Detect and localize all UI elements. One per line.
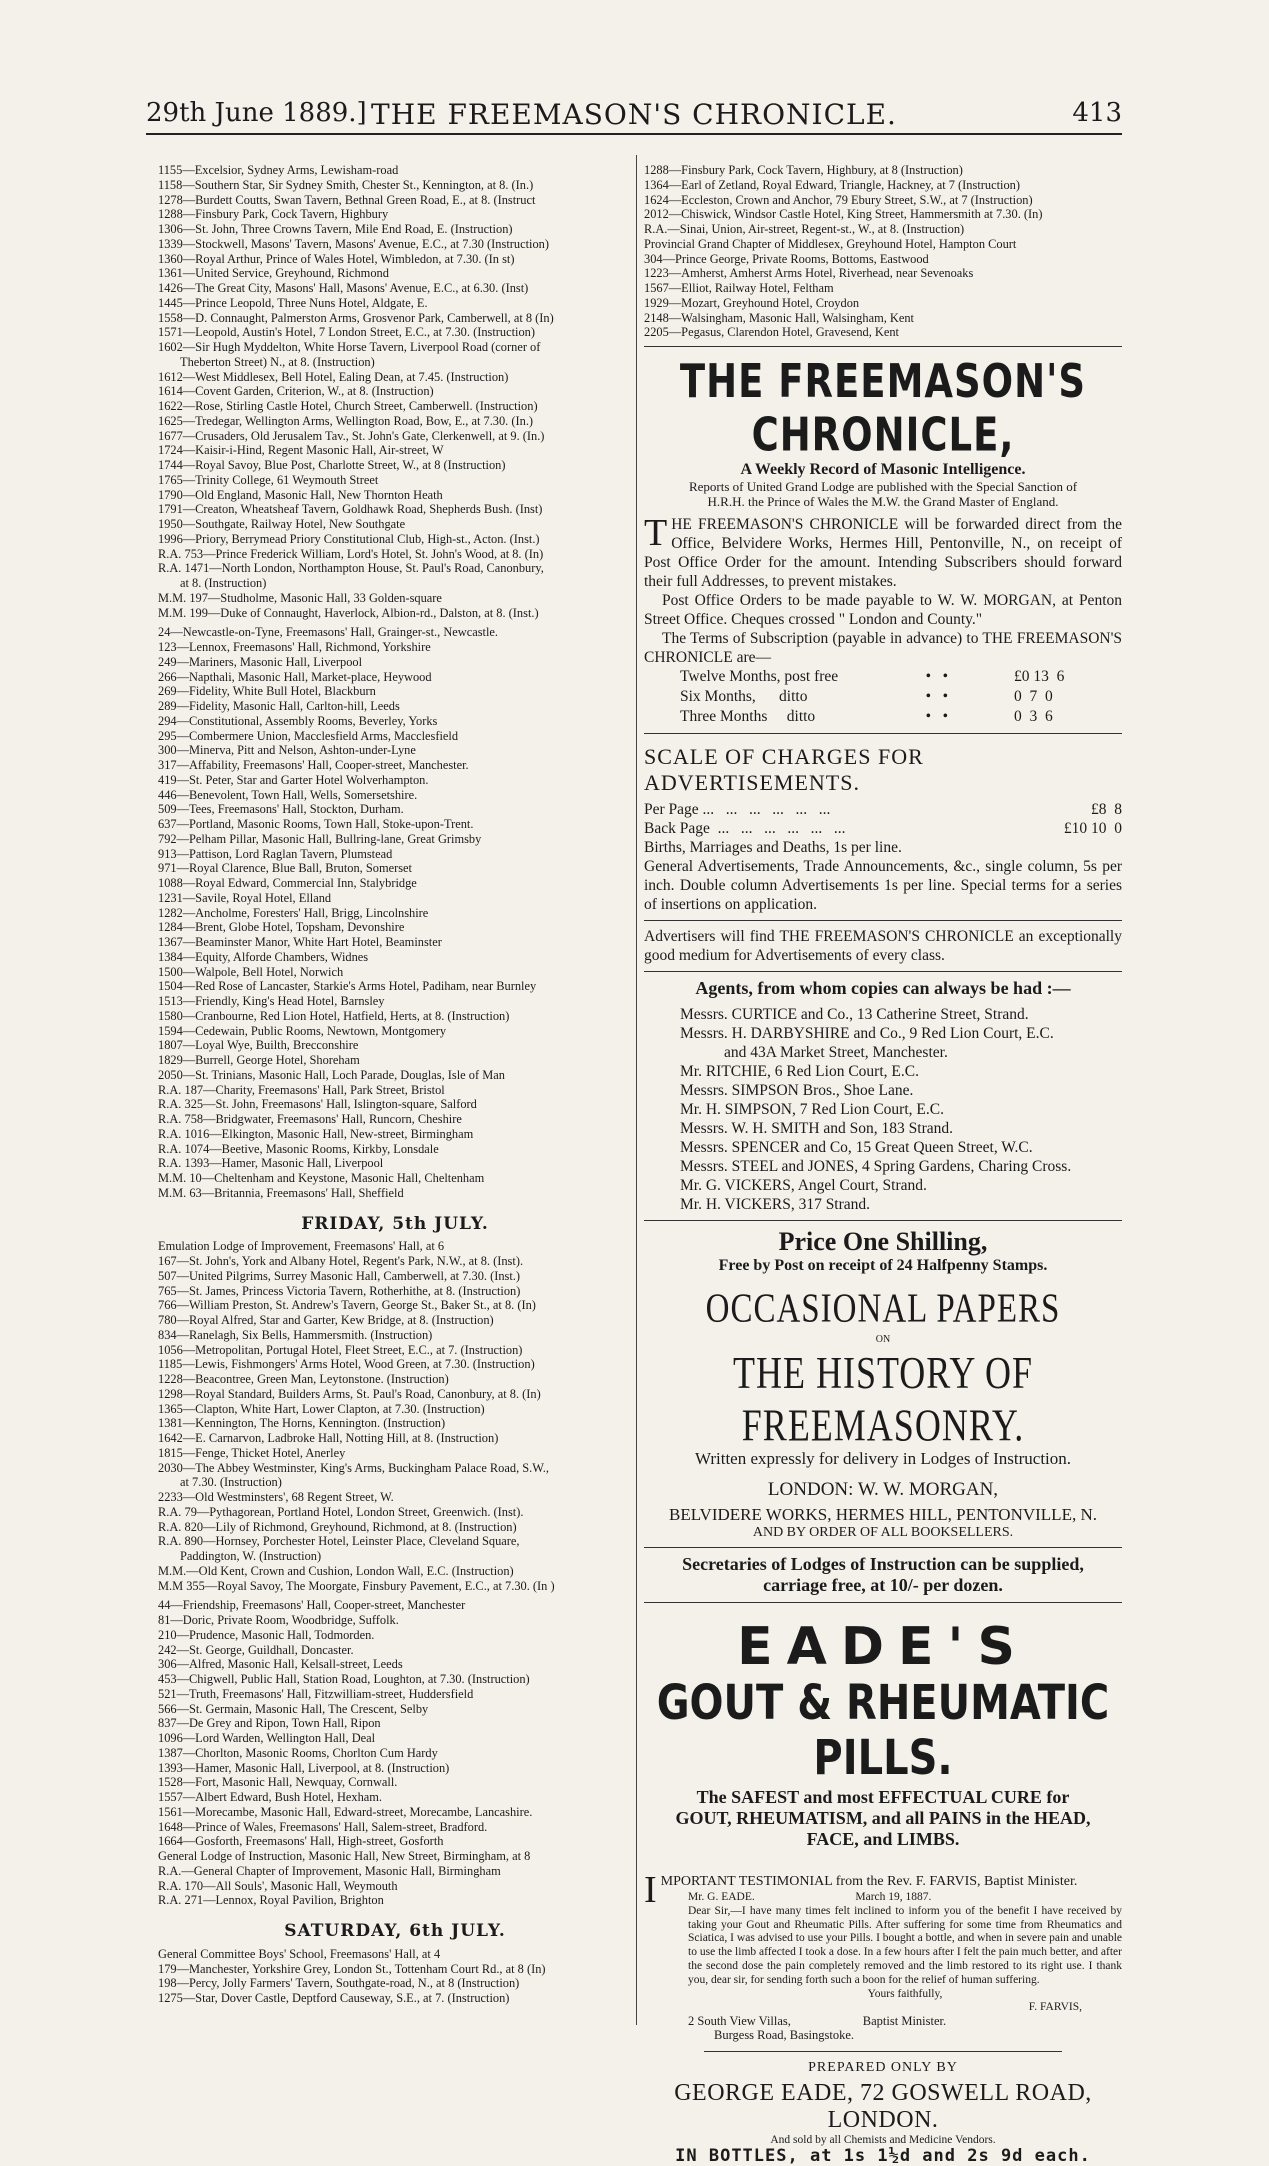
meeting-line: 242—St. George, Guildhall, Doncaster. bbox=[158, 1642, 354, 1657]
meeting-line: 1278—Burdett Coutts, Swan Tavern, Bethnal Green Road, E., at 8. (Instruct bbox=[158, 192, 536, 207]
paper-title: THE FREEMASON'S CHRONICLE. bbox=[371, 98, 897, 131]
written-for-line: Written expressly for delivery in Lodges of Instruction. bbox=[694, 1449, 1072, 1468]
subscription-price: £0 13 6 bbox=[1013, 668, 1065, 685]
publisher-line: LONDON: W. W. MORGAN, bbox=[767, 1479, 999, 1500]
friday-heading: FRIDAY, 5th JULY. bbox=[301, 1213, 489, 1234]
subscription-row bbox=[644, 687, 1122, 707]
meeting-line: R.A. 1074—Beetive, Masonic Rooms, Kirkby, Lonsdale bbox=[158, 1141, 439, 1156]
agent-entry: Mr. H. VICKERS, 317 Strand. bbox=[680, 1196, 871, 1213]
meeting-line: 1602—Sir Hugh Myddelton, White Horse Tavern, Liverpool Road (corner of bbox=[158, 340, 541, 354]
testimonial-address-2: Burgess Road, Basingstoke. bbox=[714, 2027, 855, 2042]
meeting-line: 266—Napthali, Masonic Hall, Market-place, Heywood bbox=[158, 669, 432, 684]
meeting-line: 1381—Kennington, The Horns, Kennington. (Instruction) bbox=[158, 1416, 446, 1431]
meeting-line: 1558—D. Connaught, Palmerston Arms, Grosvenor Park, Camberwell, at 8 (In) bbox=[158, 310, 554, 325]
meeting-line: 509—Tees, Freemasons' Hall, Stockton, Durham. bbox=[158, 802, 404, 817]
meeting-line: 1384—Equity, Alforde Chambers, Widnes bbox=[158, 949, 369, 964]
page-header bbox=[146, 98, 1122, 138]
meeting-line: at 7.30. (Instruction) bbox=[180, 1475, 282, 1490]
meeting-line: Emulation Lodge of Improvement, Freemasons' Hall, at 6 bbox=[158, 1239, 445, 1254]
subscription-price: 0 3 6 bbox=[1013, 708, 1053, 725]
section-rule bbox=[644, 1547, 1122, 1548]
advertisers-paragraph: Advertisers will find THE FREEMASON'S CHRONICLE an exceptionally good medium for Advertisements of every class. bbox=[644, 928, 1122, 964]
secretaries-line-1: Secretaries of Lodges of Instruction can be supplied, bbox=[682, 1554, 1084, 1574]
meeting-line: 1557—Albert Edward, Bush Hotel, Hexham. bbox=[158, 1790, 383, 1804]
meeting-line: 1929—Mozart, Greyhound Hotel, Croydon bbox=[644, 295, 860, 310]
agent-entry: Mr. G. VICKERS, Angel Court, Strand. bbox=[680, 1177, 927, 1194]
meetings-list-friday bbox=[158, 1239, 632, 1908]
meeting-line: 1056—Metropolitan, Portugal Hotel, Fleet Street, E.C., at 7. (Instruction) bbox=[158, 1342, 523, 1357]
meeting-line: R.A. 1016—Elkington, Masonic Hall, New-street, Birmingham bbox=[158, 1126, 474, 1141]
subscription-period: Six Months, ditto bbox=[680, 688, 808, 705]
testimonial-body: Dear Sir,—I have many times felt inclined to inform you of the benefit I have received by taking your Gout and Rheumatic Pills. After suffering for some time from Rheumatics and Sciatica, I was advised to use your Pills. I bought a bottle, and when in severe pain and unable to use the limb affected I took a dose. In a few hours after I felt the pain much better, and after the second dose the pain completely removed and the limb restored to its right use. I thank you, dear sir, for sending forth such a boon for the relief of human suffering. bbox=[688, 1904, 1122, 1986]
meeting-line: 300—Minerva, Pitt and Nelson, Ashton-under-Lyne bbox=[158, 743, 416, 758]
meeting-line: 210—Prudence, Masonic Hall, Todmorden. bbox=[158, 1627, 375, 1642]
subscription-price: 0 7 0 bbox=[1013, 688, 1053, 705]
subscription-price-table bbox=[644, 667, 1122, 727]
meeting-line: 1612—West Middlesex, Bell Hotel, Ealing Dean, at 7.45. (Instruction) bbox=[158, 369, 509, 384]
meeting-line: 1622—Rose, Stirling Castle Hotel, Church Street, Camberwell. (Instruction) bbox=[158, 399, 538, 413]
subscription-paragraph bbox=[644, 512, 1122, 591]
meeting-line: 2205—Pegasus, Clarendon Hotel, Gravesend, Kent bbox=[644, 325, 899, 340]
price-heading: Price One Shilling, bbox=[778, 1227, 988, 1256]
meeting-line: 1500—Walpole, Bell Hotel, Norwich bbox=[158, 964, 344, 979]
meeting-line: 44—Friendship, Freemasons' Hall, Cooper-street, Manchester bbox=[158, 1598, 466, 1613]
meeting-line: 1288—Finsbury Park, Cock Tavern, Highbury, at 8 (Instruction) bbox=[644, 163, 963, 177]
meeting-line: 1744—Royal Savoy, Blue Post, Charlotte Street, W., at 8 (Instruction) bbox=[158, 458, 506, 472]
subscription-row bbox=[644, 707, 1122, 727]
meeting-line: 1790—Old England, Masonic Hall, New Thornton Heath bbox=[158, 487, 443, 502]
subscription-dots: • • bbox=[925, 668, 949, 685]
meeting-line: R.A. 170—All Souls', Masonic Hall, Weymouth bbox=[158, 1878, 398, 1893]
eades-heading: EADE'S bbox=[737, 1617, 1029, 1677]
meeting-line: M.M. 63—Britannia, Freemasons' Hall, Sheffield bbox=[158, 1185, 404, 1200]
meeting-line: 1642—E. Carnarvon, Ladbroke Hall, Notting Hill, at 8. (Instruction) bbox=[158, 1431, 499, 1445]
charge-price: £10 10 0 bbox=[1063, 820, 1122, 837]
cure-line-3: FACE, and LIMBS. bbox=[806, 1829, 960, 1849]
meeting-line: 1677—Crusaders, Old Jerusalem Tav., St. John's Gate, Clerkenwell, at 9. (In.) bbox=[158, 428, 545, 443]
meeting-line: 780—Royal Alfred, Star and Garter, Kew Bridge, at 8. (Instruction) bbox=[158, 1313, 494, 1327]
section-rule bbox=[644, 1602, 1122, 1603]
section-rule bbox=[644, 346, 1122, 347]
terms-text: The Terms of Subscription (payable in advance) to THE FREEMASON'S CHRONICLE are— bbox=[644, 630, 1122, 666]
agent-entry: Messrs. SPENCER and Co, 15 Great Queen Street, W.C. bbox=[680, 1139, 1033, 1156]
charge-row bbox=[644, 800, 1122, 819]
post-office-text: Post Office Orders to be made payable to W. W. MORGAN, at Penton Street Office. Cheques crossed " London and County." bbox=[644, 592, 1122, 628]
section-rule bbox=[644, 920, 1122, 921]
cure-line-1: The SAFEST and most EFFECTUAL CURE for bbox=[696, 1787, 1070, 1807]
meeting-line: 765—St. James, Princess Victoria Tavern, Rotherhithe, at 8. (Instruction) bbox=[158, 1283, 521, 1298]
meeting-line: 1648—Prince of Wales, Freemasons' Hall, Salem-street, Bradford. bbox=[158, 1819, 488, 1834]
meeting-line: R.A. 187—Charity, Freemasons' Hall, Park Street, Bristol bbox=[158, 1082, 445, 1097]
meeting-line: 1228—Beacontree, Green Man, Leytonstone. (Instruction) bbox=[158, 1372, 449, 1386]
meeting-line: 1284—Brent, Globe Hotel, Topsham, Devonshire bbox=[158, 920, 405, 935]
meeting-line: 1298—Royal Standard, Builders Arms, St. Paul's Road, Canonbury, at 8. (In) bbox=[158, 1386, 541, 1401]
meeting-line: 1815—Fenge, Thicket Hotel, Anerley bbox=[158, 1445, 346, 1460]
meeting-line: 1561—Morecambe, Masonic Hall, Edward-street, Morecambe, Lancashire. bbox=[158, 1804, 533, 1819]
testimonial-head-text: MPORTANT TESTIMONIAL from the Rev. F. FARVIS, Baptist Minister. bbox=[660, 1874, 1078, 1889]
meeting-line: 1306—St. John, Three Crowns Tavern, Mile End Road, E. (Instruction) bbox=[158, 222, 513, 236]
meeting-line: M.M. 199—Duke of Connaught, Haverlock, Albion-rd., Dalston, at 8. (Inst.) bbox=[158, 605, 539, 620]
meeting-line: 81—Doric, Private Room, Woodbridge, Suffolk. bbox=[158, 1613, 399, 1627]
agents-list bbox=[644, 1005, 1122, 1214]
agents-heading: Agents, from whom copies can always be had :— bbox=[695, 978, 1071, 998]
history-of-freemasonry-heading: THE HISTORY OF FREEMASONRY. bbox=[732, 1347, 1034, 1451]
meeting-line: Paddington, W. (Instruction) bbox=[180, 1549, 322, 1563]
meeting-line: 446—Benevolent, Town Hall, Wells, Somersetshire. bbox=[158, 787, 418, 802]
meeting-line: M.M. 10—Cheltenham and Keystone, Masonic Hall, Cheltenham bbox=[158, 1171, 485, 1185]
meeting-line: 179—Manchester, Yorkshire Grey, London St., Tottenham Court Rd., at 8 (In) bbox=[158, 1961, 546, 1976]
meeting-line: Theberton Street) N., at 8. (Instruction) bbox=[180, 354, 375, 369]
meeting-line: 1367—Beaminster Manor, White Hart Hotel, Beaminster bbox=[158, 935, 442, 949]
dropcap-letter: T bbox=[644, 512, 668, 554]
meeting-line: 1996—Priory, Berrymead Priory Constitutional Club, High-st., Acton. (Inst.) bbox=[158, 531, 540, 546]
meeting-line: 1625—Tredegar, Wellington Arms, Wellington Road, Bow, E., at 7.30. (In.) bbox=[158, 413, 534, 428]
agent-entry: Messrs. STEEL and JONES, 4 Spring Gardens, Charing Cross. bbox=[680, 1158, 1072, 1175]
meeting-line: M.M.—Old Kent, Crown and Cushion, London Wall, E.C. (Instruction) bbox=[158, 1563, 514, 1578]
free-by-post: Free by Post on receipt of 24 Halfpenny Stamps. bbox=[718, 1257, 1048, 1274]
meeting-line: 2030—The Abbey Westminster, King's Arms, Buckingham Palace Road, S.W., bbox=[158, 1460, 550, 1475]
charge-item: Per Page ... ... ... ... ... ... bbox=[644, 801, 831, 818]
meeting-line: 1614—Covent Garden, Criterion, W., at 8. (Instruction) bbox=[158, 384, 434, 399]
subscription-dots: • • bbox=[925, 708, 949, 725]
terms-paragraph bbox=[644, 629, 1122, 667]
meetings-list-continued bbox=[644, 163, 1122, 340]
section-rule bbox=[644, 733, 1122, 734]
testimonial-signature: F. FARVIS, bbox=[1028, 2001, 1082, 2014]
meeting-line: R.A. 753—Prince Frederick William, Lord's Hotel, St. John's Wood, at 8. (In) bbox=[158, 546, 544, 561]
meetings-list-thursday bbox=[158, 163, 632, 1201]
meeting-line: 1950—Southgate, Railway Hotel, New Southgate bbox=[158, 517, 406, 531]
meeting-line: 2050—St. Trinians, Masonic Hall, Loch Parade, Douglas, Isle of Man bbox=[158, 1067, 505, 1082]
charge-item: Back Page ... ... ... ... ... ... bbox=[644, 820, 846, 837]
agent-entry: Messrs. W. H. SMITH and Son, 183 Strand. bbox=[680, 1120, 953, 1137]
section-rule bbox=[644, 1220, 1122, 1221]
meeting-line: 1361—United Service, Greyhound, Richmond bbox=[158, 266, 389, 281]
belvidere-line: BELVIDERE WORKS, HERMES HILL, PENTONVILLE, N. bbox=[669, 1505, 1097, 1524]
agent-entry: Messrs. H. DARBYSHIRE and Co., 9 Red Lion Court, E.C. bbox=[680, 1025, 1054, 1042]
meeting-line: 2233—Old Westminsters', 68 Regent Street, W. bbox=[158, 1490, 394, 1504]
cure-line-2: GOUT, RHEUMATISM, and all PAINS in the HEAD, bbox=[675, 1808, 1091, 1828]
general-ads-paragraph: General Advertisements, Trade Announcements, &c., single column, 5s per inch. Double column Advertisements 1s per line. Special terms for a series of insertions on application. bbox=[644, 858, 1122, 913]
meeting-line: 294—Constitutional, Assembly Rooms, Beverley, Yorks bbox=[158, 713, 438, 728]
meeting-line: 1158—Southern Star, Sir Sydney Smith, Chester St., Kennington, at 8. (In.) bbox=[158, 177, 534, 192]
meeting-line: 1513—Friendly, King's Head Hotel, Barnsley bbox=[158, 994, 385, 1008]
meeting-line: 913—Pattison, Lord Raglan Tavern, Plumstead bbox=[158, 846, 393, 861]
meeting-line: 1088—Royal Edward, Commercial Inn, Stalybridge bbox=[158, 876, 417, 890]
post-office-paragraph bbox=[644, 591, 1122, 629]
subscription-text: HE FREEMASON'S CHRONICLE will be forwarded direct from the Office, Belvidere Works, Hermes Hill, Pentonville, N., on receipt of Post Office Order for the amount. Intending Subscribers should forward their full Addresses, to prevent mistakes. bbox=[644, 516, 1122, 590]
section-rule bbox=[704, 2051, 1062, 2052]
subscription-dots: • • bbox=[925, 688, 949, 705]
meeting-line: 24—Newcastle-on-Tyne, Freemasons' Hall, Grainger-st., Newcastle. bbox=[158, 625, 499, 640]
meeting-line: 1624—Eccleston, Crown and Anchor, 79 Ebury Street, S.W., at 7 (Instruction) bbox=[644, 192, 1033, 207]
agent-entry: Mr. RITCHIE, 6 Red Lion Court, E.C. bbox=[680, 1063, 919, 1080]
meeting-line: 1426—The Great City, Masons' Hall, Masons' Avenue, E.C., at 6.30. (Inst) bbox=[158, 281, 529, 295]
dropcap-letter: I bbox=[644, 1869, 657, 1911]
meeting-line: 507—United Pilgrims, Surrey Masonic Hall, Camberwell, at 7.30. (Inst.) bbox=[158, 1268, 521, 1283]
meeting-line: General Committee Boys' School, Freemasons' Hall, at 4 bbox=[158, 1946, 441, 1961]
agent-entry: and 43A Market Street, Manchester. bbox=[724, 1044, 948, 1061]
meeting-line: Provincial Grand Chapter of Middlesex, Greyhound Hotel, Hampton Court bbox=[644, 236, 1017, 251]
section-rule bbox=[644, 971, 1122, 972]
meeting-line: 1282—Ancholme, Foresters' Hall, Brigg, Lincolnshire bbox=[158, 905, 429, 920]
meeting-line: R.A. 890—Hornsey, Porchester Hotel, Leinster Place, Cleveland Square, bbox=[158, 1534, 520, 1549]
meeting-line: 1571—Leopold, Austin's Hotel, 7 London Street, E.C., at 7.30. (Instruction) bbox=[158, 325, 536, 340]
meeting-line: 1504—Red Rose of Lancaster, Starkie's Arms Hotel, Padiham, near Burnley bbox=[158, 979, 537, 994]
meeting-line: R.A. 325—St. John, Freemasons' Hall, Islington-square, Salford bbox=[158, 1097, 477, 1112]
meeting-line: 419—St. Peter, Star and Garter Hotel Wolverhampton. bbox=[158, 772, 429, 787]
meeting-line: 2148—Walsingham, Masonic Hall, Walsingham, Kent bbox=[644, 310, 914, 325]
masthead: THE FREEMASON'S CHRONICLE, bbox=[679, 354, 1087, 462]
meeting-line: 1185—Lewis, Fishmongers' Arms Hotel, Wood Green, at 7.30. (Instruction) bbox=[158, 1357, 535, 1372]
meeting-line: 2012—Chiswick, Windsor Castle Hotel, King Street, Hammersmith at 7.30. (In) bbox=[644, 207, 1043, 222]
meeting-line: 269—Fidelity, White Bull Hotel, Blackburn bbox=[158, 684, 376, 699]
meeting-line: 167—St. John's, York and Albany Hotel, Regent's Park, N.W., at 8. (Inst). bbox=[158, 1254, 524, 1268]
meeting-line: 834—Ranelagh, Six Bells, Hammersmith. (Instruction) bbox=[158, 1327, 433, 1342]
subscription-row bbox=[644, 667, 1122, 687]
issue-date: 29th June 1889.] bbox=[146, 98, 367, 128]
meeting-line: 1393—Hamer, Masonic Hall, Liverpool, at 8. (Instruction) bbox=[158, 1760, 450, 1775]
booksellers-line: AND BY ORDER OF ALL BOOKSELLERS. bbox=[752, 1525, 1014, 1540]
meeting-line: 566—St. Germain, Masonic Hall, The Crescent, Selby bbox=[158, 1701, 429, 1716]
bottles-price-line: IN BOTTLES, at 1s 1½d and 2s 9d each. bbox=[675, 2145, 1091, 2166]
charge-row bbox=[644, 819, 1122, 838]
meeting-line: R.A. 758—Bridgwater, Freemasons' Hall, Runcorn, Cheshire bbox=[158, 1112, 462, 1126]
meeting-line: 1365—Clapton, White Hart, Lower Clapton, at 7.30. (Instruction) bbox=[158, 1401, 485, 1416]
header-rule bbox=[146, 133, 1122, 135]
meeting-line: 123—Lennox, Freemasons' Hall, Richmond, Yorkshire bbox=[158, 640, 431, 654]
meeting-line: 1567—Elliot, Railway Hotel, Feltham bbox=[644, 281, 834, 295]
meeting-line: 1445—Prince Leopold, Three Nuns Hotel, Aldgate, E. bbox=[158, 295, 428, 310]
meeting-line: M.M 355—Royal Savoy, The Moorgate, Finsbury Pavement, E.C., at 7.30. (In ) bbox=[158, 1578, 555, 1593]
masthead-note-2: H.R.H. the Prince of Wales the M.W. the Grand Master of England. bbox=[707, 494, 1059, 509]
meeting-line: 1275—Star, Dover Castle, Deptford Causeway, S.E., at 7. (Instruction) bbox=[158, 1991, 510, 2005]
meeting-line: 249—Mariners, Masonic Hall, Liverpool bbox=[158, 654, 363, 669]
meeting-line: 1364—Earl of Zetland, Royal Edward, Triangle, Hackney, at 7 (Instruction) bbox=[644, 177, 1020, 192]
meeting-line: 198—Percy, Jolly Farmers' Tavern, Southgate-road, N., at 8 (Instruction) bbox=[158, 1976, 520, 1991]
subscription-period: Twelve Months, post free bbox=[680, 668, 839, 685]
meeting-line: 1155—Excelsior, Sydney Arms, Lewisham-road bbox=[158, 163, 399, 177]
meeting-line: 1360—Royal Arthur, Prince of Wales Hotel, Wimbledon, at 7.30. (In st) bbox=[158, 251, 515, 266]
secretaries-line-2: carriage free, at 10/- per dozen. bbox=[763, 1575, 1003, 1595]
meeting-line: R.A. 1393—Hamer, Masonic Hall, Liverpool bbox=[158, 1156, 384, 1171]
testimonial-date: Mr. G. EADE. March 19, 1887. bbox=[688, 1891, 932, 1903]
left-column bbox=[158, 163, 632, 2006]
meeting-line: 1829—Burrell, George Hotel, Shoreham bbox=[158, 1053, 360, 1067]
meeting-line: R.A. 79—Pythagorean, Portland Hotel, London Street, Greenwich. (Inst). bbox=[158, 1504, 524, 1519]
meeting-line: 637—Portland, Masonic Rooms, Town Hall, Stoke-upon-Trent. bbox=[158, 817, 474, 831]
meeting-line: 792—Pelham Pillar, Masonic Hall, Bullring-lane, Great Grimsby bbox=[158, 831, 482, 846]
meeting-line: 1765—Trinity College, 61 Weymouth Street bbox=[158, 472, 379, 487]
meeting-line: 766—William Preston, St. Andrew's Tavern, George St., Baker St., at 8. (In) bbox=[158, 1298, 536, 1313]
meeting-line: 1791—Creaton, Wheatsheaf Tavern, Goldhawk Road, Shepherds Bush. (Inst) bbox=[158, 502, 543, 517]
george-eade-address: GEORGE EADE, 72 GOSWELL ROAD, LONDON. bbox=[674, 2079, 1092, 2133]
meeting-line: 289—Fidelity, Masonic Hall, Carlton-hill, Leeds bbox=[158, 699, 400, 713]
meeting-line: 304—Prince George, Private Rooms, Bottoms, Eastwood bbox=[644, 251, 929, 266]
sold-by-line: And sold by all Chemists and Medicine Vendors. bbox=[770, 2133, 996, 2146]
meeting-line: R.A. 820—Lily of Richmond, Greyhound, Richmond, at 8. (Instruction) bbox=[158, 1519, 517, 1534]
meeting-line: 1231—Savile, Royal Hotel, Elland bbox=[158, 890, 332, 905]
right-column bbox=[644, 163, 1122, 2166]
on-word: ON bbox=[875, 1334, 891, 1345]
agent-entry: Messrs. SIMPSON Bros., Shoe Lane. bbox=[680, 1082, 914, 1099]
meeting-line: 453—Chigwell, Public Hall, Station Road, Loughton, at 7.30. (Instruction) bbox=[158, 1672, 530, 1686]
meeting-line: R.A. 1471—North London, Northampton House, St. Paul's Road, Canonbury, bbox=[158, 561, 544, 576]
meeting-line: 1339—Stockwell, Masons' Tavern, Masons' Avenue, E.C., at 7.30 (Instruction) bbox=[158, 236, 549, 251]
births-line: Births, Marriages and Deaths, 1s per line. bbox=[644, 839, 902, 856]
masthead-subtitle: A Weekly Record of Masonic Intelligence. bbox=[740, 461, 1026, 478]
agent-entry: Messrs. CURTICE and Co., 13 Catherine Street, Strand. bbox=[680, 1006, 1029, 1023]
meeting-line: 1724—Kaisir-i-Hind, Regent Masonic Hall, Air-street, W bbox=[158, 443, 444, 458]
column-rule bbox=[636, 155, 637, 2025]
meeting-line: R.A.—General Chapter of Improvement, Masonic Hall, Birmingham bbox=[158, 1863, 501, 1878]
prepared-only-by: PREPARED ONLY BY bbox=[808, 2059, 958, 2075]
meeting-line: 971—Royal Clarence, Blue Ball, Bruton, Somerset bbox=[158, 861, 412, 876]
meeting-line: 521—Truth, Freemasons' Hall, Fitzwilliam-street, Huddersfield bbox=[158, 1686, 474, 1701]
scale-of-charges-heading: SCALE OF CHARGES FOR ADVERTISEMENTS. bbox=[644, 744, 924, 795]
subscription-period: Three Months ditto bbox=[680, 708, 816, 725]
meeting-line: 317—Affability, Freemasons' Hall, Cooper-street, Manchester. bbox=[158, 758, 469, 772]
meeting-line: 1096—Lord Warden, Wellington Hall, Deal bbox=[158, 1731, 376, 1745]
saturday-heading: SATURDAY, 6th JULY. bbox=[284, 1921, 506, 1941]
meeting-line: R.A.—Sinai, Union, Air-street, Regent-st., W., at 8. (Instruction) bbox=[644, 222, 965, 236]
occasional-papers-heading: OCCASIONAL PAPERS bbox=[705, 1286, 1061, 1332]
meeting-line: 1223—Amherst, Amherst Arms Hotel, Riverhead, near Sevenoaks bbox=[644, 266, 974, 281]
meeting-line: 295—Combermere Union, Macclesfield Arms, Macclesfield bbox=[158, 728, 459, 743]
meeting-line: 1594—Cedewain, Public Rooms, Newtown, Montgomery bbox=[158, 1023, 447, 1038]
gout-pills-heading: GOUT & RHEUMATIC PILLS. bbox=[656, 1675, 1110, 1787]
testimonial-close: Yours faithfully, bbox=[867, 1987, 943, 2000]
meeting-line: 1580—Cranbourne, Red Lion Hotel, Hatfield, Herts, at 8. (Instruction) bbox=[158, 1008, 510, 1023]
meeting-line: R.A. 271—Lennox, Royal Pavilion, Brighton bbox=[158, 1893, 384, 1908]
testimonial-address-1: 2 South View Villas, Baptist Minister. bbox=[688, 2014, 947, 2029]
meeting-line: 1807—Loyal Wye, Builth, Brecconshire bbox=[158, 1038, 359, 1053]
meeting-line: 837—De Grey and Ripon, Town Hall, Ripon bbox=[158, 1716, 381, 1731]
meeting-line: 1664—Gosforth, Freemasons' Hall, High-street, Gosforth bbox=[158, 1834, 444, 1849]
page-number: 413 bbox=[1072, 98, 1122, 128]
meeting-line: 306—Alfred, Masonic Hall, Kelsall-street, Leeds bbox=[158, 1657, 403, 1672]
meeting-line: M.M. 197—Studholme, Masonic Hall, 33 Golden-square bbox=[158, 590, 442, 605]
charge-price: £8 8 bbox=[1091, 801, 1122, 818]
meeting-line: 1387—Chorlton, Masonic Rooms, Chorlton Cum Hardy bbox=[158, 1745, 438, 1760]
meeting-line: at 8. (Instruction) bbox=[180, 576, 267, 590]
meeting-line: 1288—Finsbury Park, Cock Tavern, Highbury bbox=[158, 207, 389, 222]
meeting-line: 1528—Fort, Masonic Hall, Newquay, Cornwall. bbox=[158, 1775, 398, 1790]
charges-table bbox=[644, 800, 1122, 838]
masthead-note-1: Reports of United Grand Lodge are published with the Special Sanction of bbox=[688, 479, 1078, 494]
meeting-line: General Lodge of Instruction, Masonic Hall, New Street, Birmingham, at 8 bbox=[158, 1849, 531, 1863]
agent-entry: Mr. H. SIMPSON, 7 Red Lion Court, E.C. bbox=[680, 1101, 944, 1118]
meetings-list-saturday bbox=[158, 1947, 632, 2006]
